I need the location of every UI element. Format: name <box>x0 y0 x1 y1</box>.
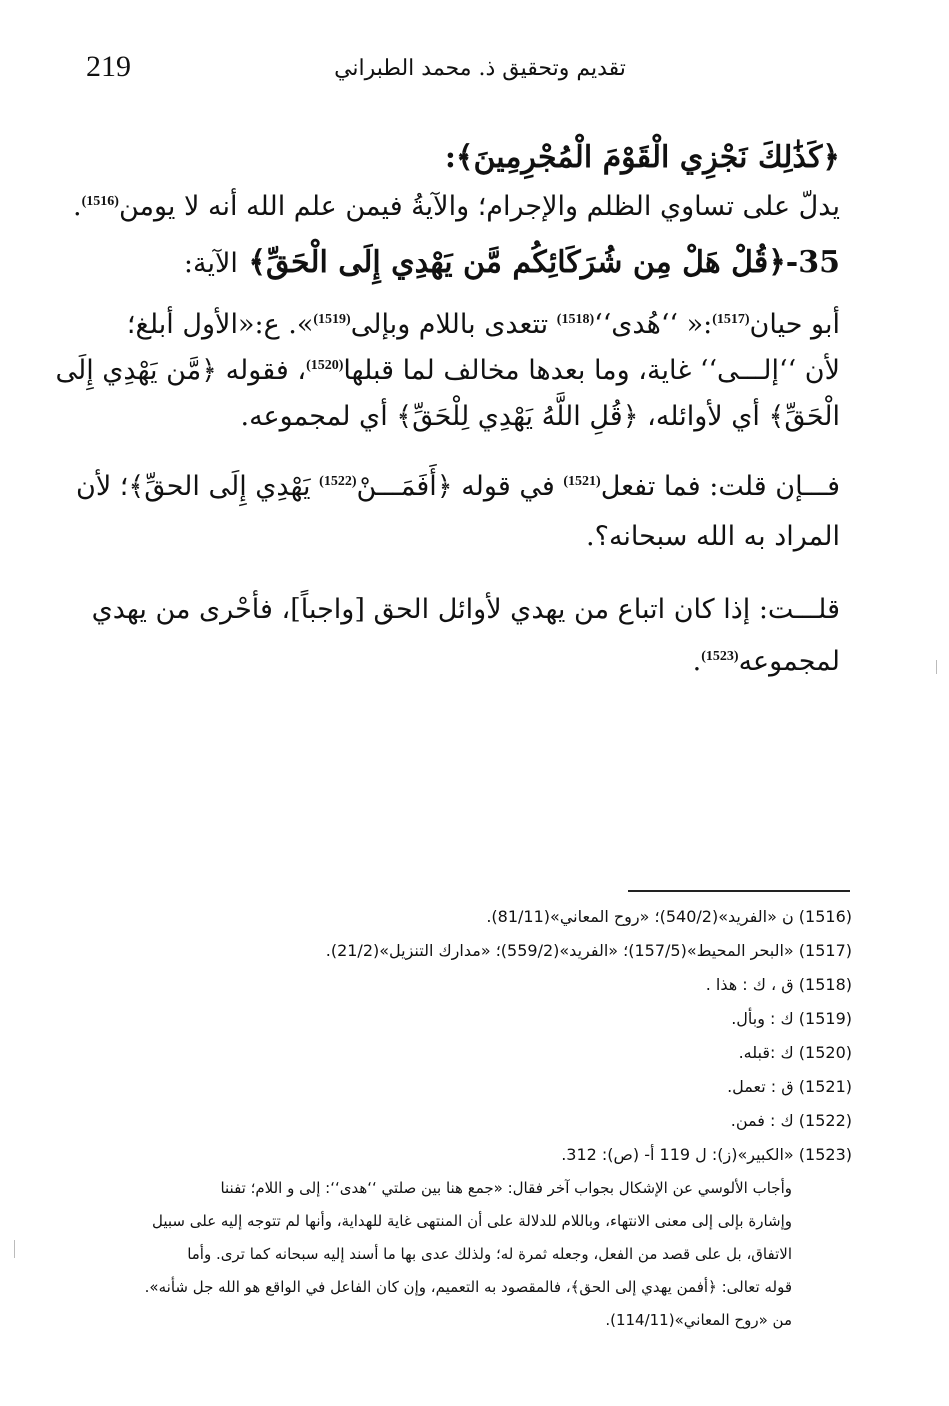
verse-tail: الآية: <box>183 248 238 280</box>
text-run: يدلّ على تساوي الظلم والإجرام؛ والآيةُ فيمن علم الله أنه لا يومن <box>118 191 840 222</box>
footnote-1522: (1522) ك : فمن. <box>730 1111 852 1130</box>
text-line: المراد به الله سبحانه؟. <box>586 521 840 553</box>
footnote-ref: (1521) <box>563 474 601 490</box>
paragraph-4 <box>78 584 840 688</box>
text-run: . <box>692 646 702 678</box>
footnote-ref: (1517) <box>712 312 750 328</box>
text-run: ». ع:«الأول أبلغ؛ <box>126 309 314 341</box>
text-run: تتعدى باللام وبإلى <box>350 309 549 341</box>
main-text <box>55 120 840 688</box>
verse-text: ﴿كَذَٰلِكَ نَجْزِي الْقَوْمَ الْمُجْرِمِينَ﴾: <box>444 140 840 175</box>
text-line <box>78 462 840 512</box>
footnote-1516: (1516) ن «الفريد»(540/2)؛ «روح المعاني»(81/11). <box>486 907 852 926</box>
verse-heading-35 <box>78 245 840 280</box>
verse-text: ﴿قُلْ هَلْ مِن شُرَكَائِكُم مَّن يَهْدِي إِلَى الْحَقِّ﴾ <box>248 245 786 281</box>
text-run: :« ‘‘هُدى‘‘ <box>594 309 713 341</box>
continuation-line: الاتفاق، بل على قصد من الفعل، وجعله ثمرة له؛ ولذلك عدى بها ما أسند إليه سبحانه كما ترى. وأما <box>187 1245 792 1263</box>
footnote-ref: (1518) <box>556 312 595 328</box>
footnote-1523-continuation <box>76 1172 852 1337</box>
continuation-line: وإشارة بإلى إلى معنى الانتهاء، وباللام للدلالة على أن المنتهى غاية للهداية، وأنها لم تتوجه إليه على سبيل <box>152 1212 792 1230</box>
footnote-1523: (1523) «الكبير»(ز): ل 119 أ- (ص): 312. <box>561 1145 852 1164</box>
text-line: الْحَقِّ﴾ أي لأوائله، ﴿قُلِ اللَّهُ يَهْدِي لِلْحَقِّ﴾ أي لمجموعه. <box>240 401 840 433</box>
footnote-1521: (1521) ق : تعمل. <box>727 1077 852 1096</box>
footnote-1518: (1518) ق ، ك : هذا . <box>705 975 852 994</box>
text-line: قلـــت: إذا كان اتباع من يهدي لأوائل الحق [واجباً]، فأحْرى من يهدي <box>91 594 840 626</box>
continuation-line: قوله تعالى: ﴿أفمن يهدي إلى الحق﴾، فالمقصود به التعميم، وإن كان الفاعل في الواقع هو الله جل شأنه». <box>144 1278 792 1296</box>
footnote-1517: (1517) «البحر المحيط»(157/5)؛ «الفريد»(559/2)؛ «مدارك التنزيل»(21/2). <box>325 941 852 960</box>
page-number: 219 <box>86 50 131 83</box>
footnotes <box>76 900 852 1337</box>
footnote-ref: (1519) <box>313 312 351 328</box>
footnote-ref: (1523) <box>701 649 739 665</box>
text-line <box>55 348 840 394</box>
scan-artifact <box>14 1240 15 1258</box>
footnote-1519: (1519) ك : وبأل. <box>731 1009 852 1028</box>
continuation-line: وأجاب الألوسي عن الإشكال بجواب آخر فقال: «جمع هنا بين صلتي ‘‘هدى‘‘: إلى و اللام؛ تفننا <box>220 1179 792 1197</box>
text-run: يَهْدِي إِلَى الحقِّ﴾؛ لأن <box>76 471 311 503</box>
paragraph-1 <box>73 191 840 223</box>
continuation-line: من «روح المعاني»(114/11). <box>605 1311 792 1329</box>
footnote-ref: (1522) <box>319 474 357 490</box>
verse-heading-1 <box>78 140 840 175</box>
footnote-1520: (1520) ك :قبله. <box>738 1043 852 1062</box>
footnote-ref: (1520) <box>306 358 344 374</box>
text-line <box>78 302 840 348</box>
text-run: أبو حيان <box>749 309 840 341</box>
scan-artifact <box>936 660 937 674</box>
paragraph-2 <box>55 302 840 440</box>
footnote-ref: (1516) <box>81 194 119 209</box>
text-line <box>78 636 840 688</box>
paragraph-3 <box>78 462 840 562</box>
text-run: فـــإن قلت: فما تفعل <box>600 471 840 503</box>
footnote-divider <box>628 890 850 892</box>
text-run: . <box>73 191 82 222</box>
text-run: في قوله ﴿أَفَمَـــنْ <box>356 471 555 503</box>
text-run: لمجموعه <box>738 646 840 678</box>
text-run: ، فقوله ﴿مَّن يَهْدِي إِلَى <box>55 355 307 387</box>
text-run: لأن ‘‘إلـــى‘‘ غاية، وما بعدها مخالف لما قبلها <box>343 355 840 387</box>
running-title: تقديم وتحقيق ذ. محمد الطبراني <box>334 56 626 81</box>
verse-number: 35- <box>785 245 840 281</box>
